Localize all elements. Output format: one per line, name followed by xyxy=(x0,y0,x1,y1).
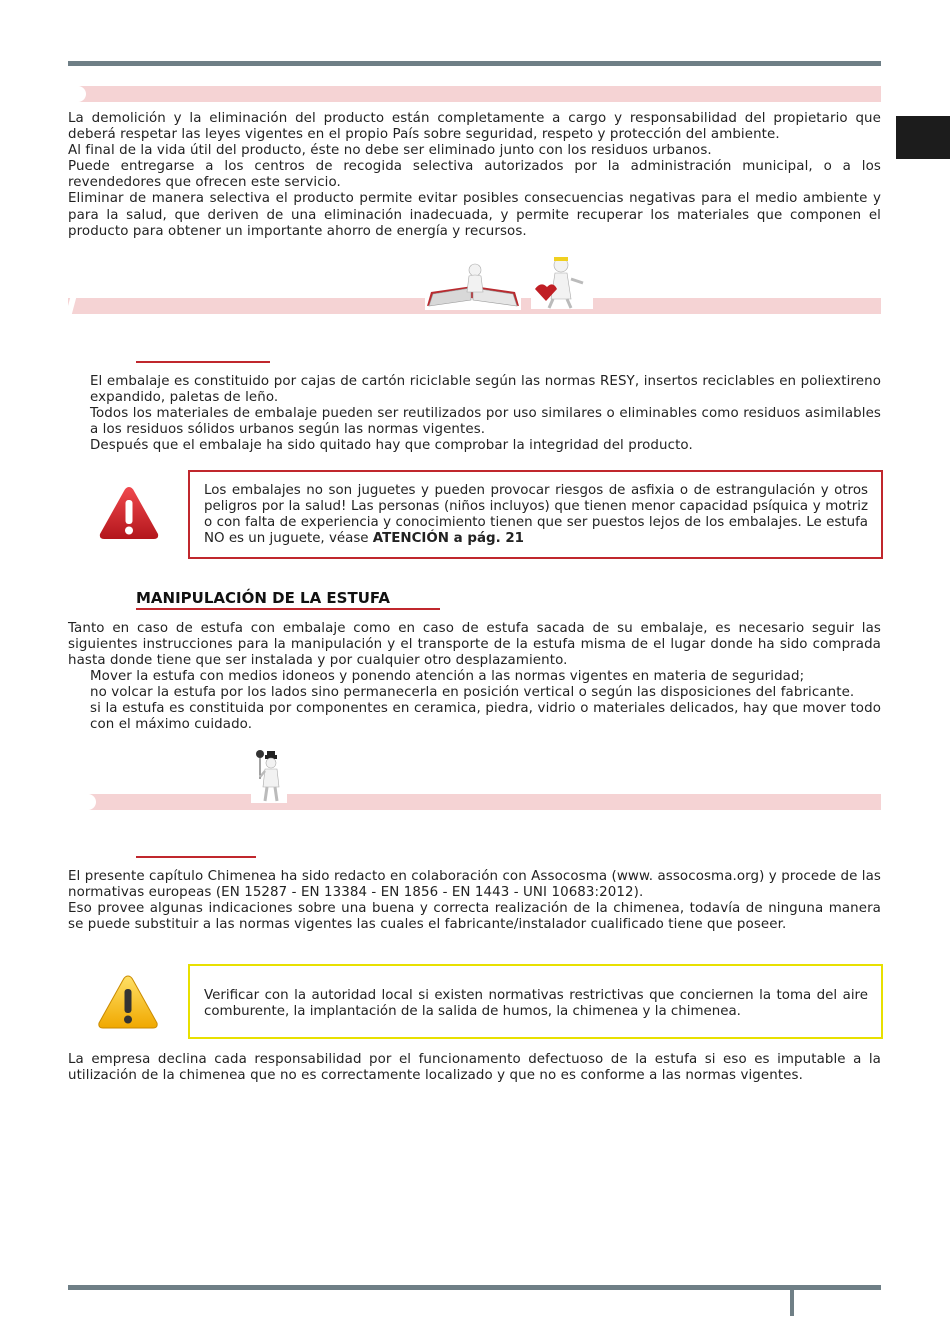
packaging-warning-reference: ATENCIÓN a pág. 21 xyxy=(372,531,524,547)
page-number-marker xyxy=(790,1290,794,1316)
bottom-rule xyxy=(68,1285,881,1290)
packaging-paragraph: El embalaje es constituido por cajas de cartón riciclable según las normas RESY, insertos reciclables en poliextireno expandido, paletas de leño. xyxy=(90,374,881,406)
chimney-text xyxy=(68,869,881,933)
handling-intro: Tanto en caso de estufa con embalaje como en caso de estufa sacada de su embalaje, es necesario seguir las siguientes instrucciones para la manipulación y el transporte de la estufa misma de el lugar donde ha sido comprada hasta donde tiene que ser instalada y por cualquier otro desplazamiento. xyxy=(68,621,881,669)
handling-list-item: no volcar la estufa por los lados sino permanecerla en posición vertical o según las disposiciones del fabricante. xyxy=(90,685,855,701)
handling-list xyxy=(90,669,881,733)
handling-list-item: si la estufa es constituida por componentes en ceramica, piedra, vidrio o materiales delicados, hay que mover todo con el máximo cuidado. xyxy=(90,701,881,733)
figure-with-first-aid-icon xyxy=(531,255,593,309)
chimney-heading-underline xyxy=(136,856,256,858)
packaging-text xyxy=(90,374,881,454)
chimney-paragraph: El presente capítulo Chimenea ha sido redacto en colaboración con Assocosma (www. assocosma.org) y procede de las normativas europeas (EN 15287 - EN 13384 - EN 1856 - EN 1443 - UNI 10683:2012). xyxy=(68,869,881,901)
packaging-heading-underline xyxy=(136,361,270,363)
disposal-text xyxy=(68,111,881,240)
red-warning-triangle-icon xyxy=(98,484,160,542)
packaging-warning-box xyxy=(188,470,883,559)
disposal-paragraph: Eliminar de manera selectiva el producto permite evitar posibles consecuencias negativas para el medio ambiente y para la salud, que deriven de una eliminación inadecuada, y permite recuperar los materiales que componen el producto para obtener un importante ahorro de energía y recursos. xyxy=(68,191,881,239)
yellow-warning-triangle-icon xyxy=(97,973,159,1031)
chimney-warning-text: Verificar con la autoridad local si existen normativas restrictivas que conciernen la toma del aire comburente, la implantación de la salida de humos, la chimenea y la chimenea. xyxy=(204,988,868,1020)
disposal-paragraph: La demolición y la eliminación del producto están completamente a cargo y responsabilidad del propietario que deberá respetar las leyes vigentes en el propio País sobre seguridad, respeto y protección del ambiente. xyxy=(68,111,881,143)
top-rule xyxy=(68,61,881,66)
packaging-paragraph: Todos los materiales de embalaje pueden ser reutilizados por uso similares o eliminables como residuos asimilables a los residuos sólidos urbanos según las normas vigentes. xyxy=(90,406,881,438)
chimney-closing: La empresa declina cada responsabilidad por el funcionamento defectuoso de la estufa si eso es imputable a la utilización de la chimenea que no es correctamente localizado y que no es conforme a las normas vigentes. xyxy=(68,1052,881,1084)
chimney-warning-box xyxy=(188,964,883,1039)
section-band-chimney xyxy=(88,794,881,810)
chimney-sweep-icon xyxy=(251,749,287,803)
chapter-tab xyxy=(896,116,950,159)
disposal-paragraph: Al final de la vida útil del producto, éste no debe ser eliminado junto con los residuos urbanos. xyxy=(68,143,712,159)
disposal-paragraph: Puede entregarse a los centros de recogida selectiva autorizados por la administración municipal, o a los revendedores que ofrecen este servicio. xyxy=(68,159,881,191)
packaging-paragraph: Después que el embalaje ha sido quitado hay que comprobar la integridad del producto. xyxy=(90,438,693,454)
chimney-paragraph: Eso provee algunas indicaciones sobre una buena y correcta realización de la chimenea, todavía de ninguna manera se puede substituir a las normas vigentes las cuales el fabricante/instalador cualificado tiene que poseer. xyxy=(68,901,881,933)
book-figure-icon xyxy=(425,262,521,310)
handling-title: MANIPULACIÓN DE LA ESTUFA xyxy=(136,589,440,610)
handling-list-item: Mover la estufa con medios idoneos y ponendo atención a las normas vigentes en materia de seguridad; xyxy=(90,669,805,684)
section-band-disposal xyxy=(68,86,881,102)
packaging-warning-text: Los embalajes no son juguetes y pueden provocar riesgos de asfixia o de estrangulación y otros peligros por la salud! Las personas (niños incluyos) que tienen menor capacidad psíquica y motriz o con falta de experiencia y conocimiento tienen que ser puestos lejos de los embalajes. Le estufa NO es un juguete, véase xyxy=(204,483,868,547)
